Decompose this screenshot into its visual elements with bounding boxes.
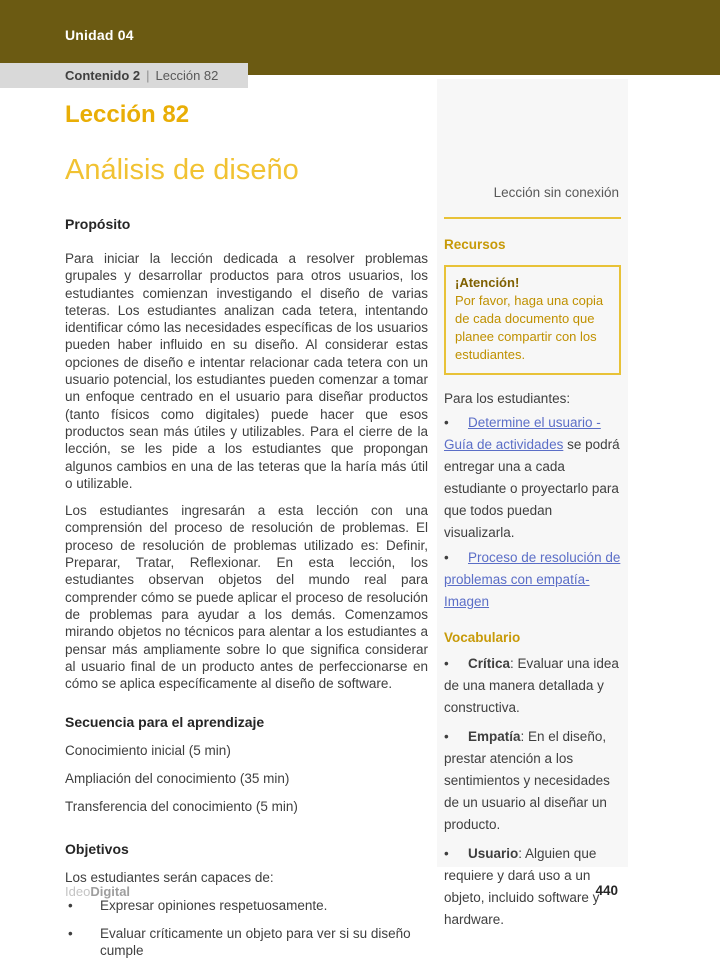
vocabulary-definition: : Alguien que requiere y dará uso a un objeto, incluido software y hardware. xyxy=(444,846,600,927)
breadcrumb-content: Contenido 2 xyxy=(65,68,141,83)
vocabulary-item xyxy=(444,726,621,836)
sequence-item: Conocimiento inicial (5 min) xyxy=(65,743,231,759)
purpose-heading: Propósito xyxy=(65,216,131,232)
purpose-paragraph: Para iniciar la lección dedicada a resolver problemas grupales y desarrollar productos para otros usuarios, los estudiantes comienzan investigando el diseño de varias teteras. Los estudiantes analizan cada tetera, intentando identificar cómo las necesidades específicas de los usuarios pueden haber influido en su diseño. Al considerar estas opciones de diseño e intentar relacionar cada tetera con un usuario potencial, los estudiantes pueden comenzar a tomar un enfoque centrado en el usuario para diseñar productos (tanto físicos como digitales) puede hacer que esos productos sean más útiles y utilizables. Para el cierre de la lección, se les pide a los estudiantes que propongan algunos cambios en una de las teteras que la haría más útil o utilizable. xyxy=(65,251,428,491)
sequence-heading: Secuencia para el aprendizaje xyxy=(65,714,265,731)
offline-lesson-label: Lección sin conexión xyxy=(493,185,619,200)
student-resource-item xyxy=(444,412,621,544)
attention-callout xyxy=(444,265,621,375)
page-number: 440 xyxy=(595,883,618,898)
vocabulary-definition: : Evaluar una idea de una manera detallada y constructiva. xyxy=(444,656,619,715)
student-resource-item xyxy=(444,547,621,613)
sequence-item: Transferencia del conocimiento (5 min) xyxy=(65,799,298,815)
objectives-heading: Objetivos xyxy=(65,841,129,858)
vocabulary-item xyxy=(444,653,621,719)
bullet-icon: • xyxy=(444,729,449,744)
vocabulary-term: Crítica xyxy=(468,656,511,671)
vocabulary-heading: Vocabulario xyxy=(444,630,521,645)
vocabulary-term: Empatía xyxy=(468,729,521,744)
footer-brand xyxy=(65,884,130,899)
vocabulary-item xyxy=(444,843,621,931)
resources-heading: Recursos xyxy=(444,237,506,252)
attention-body: Por favor, haga una copia de cada documento que planee compartir con los estudiantes. xyxy=(455,293,604,362)
gold-divider xyxy=(444,217,621,219)
bullet-icon: • xyxy=(444,656,449,671)
attention-title: ¡Atención! xyxy=(455,275,520,290)
breadcrumb-lesson: Lección 82 xyxy=(155,68,219,83)
breadcrumb-separator: | xyxy=(146,68,150,83)
brand-ideo: Ideo xyxy=(65,884,91,899)
sequence-item: Ampliación del conocimiento (35 min) xyxy=(65,771,290,787)
purpose-paragraph: Los estudiantes ingresarán a esta lección con una comprensión del proceso de resolución de problemas. El proceso de resolución de problemas utilizado es: Definir, Preparar, Tratar, Reflexionar. En esta lección, los estudiantes observan objetos del mundo real para comprender cómo se puede aplicar el proceso de resolución de problemas para ayudar a los demás. Comenzamos mirando objetos no técnicos para alentar a los estudiantes a pensar más ampliamente sobre lo que significa considerar al usuario final de un producto antes de perfeccionarse en cómo se aplica específicamente al diseño de software. xyxy=(65,503,428,692)
students-label: Para los estudiantes: xyxy=(444,391,571,406)
objective-item: • Evaluar críticamente un objeto para ver si su diseño cumple xyxy=(65,925,428,959)
main-column xyxy=(65,100,428,959)
breadcrumb xyxy=(0,63,248,88)
brand-digital: Digital xyxy=(90,884,131,899)
unit-label: Unidad 04 xyxy=(65,27,134,43)
objective-item: • Expresar opiniones respetuosamente. xyxy=(65,897,428,914)
bullet-icon: • xyxy=(444,415,449,430)
vocabulary-definition: : En el diseño, prestar atención a los sentimientos y necesidades de un usuario al diseñar un producto. xyxy=(444,729,610,832)
objectives-list xyxy=(65,897,428,959)
vocabulary-term: Usuario xyxy=(468,846,519,861)
lesson-title: Análisis de diseño xyxy=(65,154,299,186)
resource-description: se podrá entregar una a cada estudiante o proyectarlo para que todos puedan visualizarla. xyxy=(444,437,620,540)
bullet-icon: • xyxy=(444,550,449,565)
resource-link-empathy-image[interactable]: Proceso de resolución de problemas con empatía- Imagen xyxy=(444,550,621,609)
resource-link-activity-guide[interactable]: Determine el usuario - Guía de actividades xyxy=(444,415,601,452)
objectives-intro: Los estudiantes serán capaces de: xyxy=(65,870,274,886)
bullet-icon: • xyxy=(444,846,449,861)
lesson-number-title: Lección 82 xyxy=(65,101,190,128)
